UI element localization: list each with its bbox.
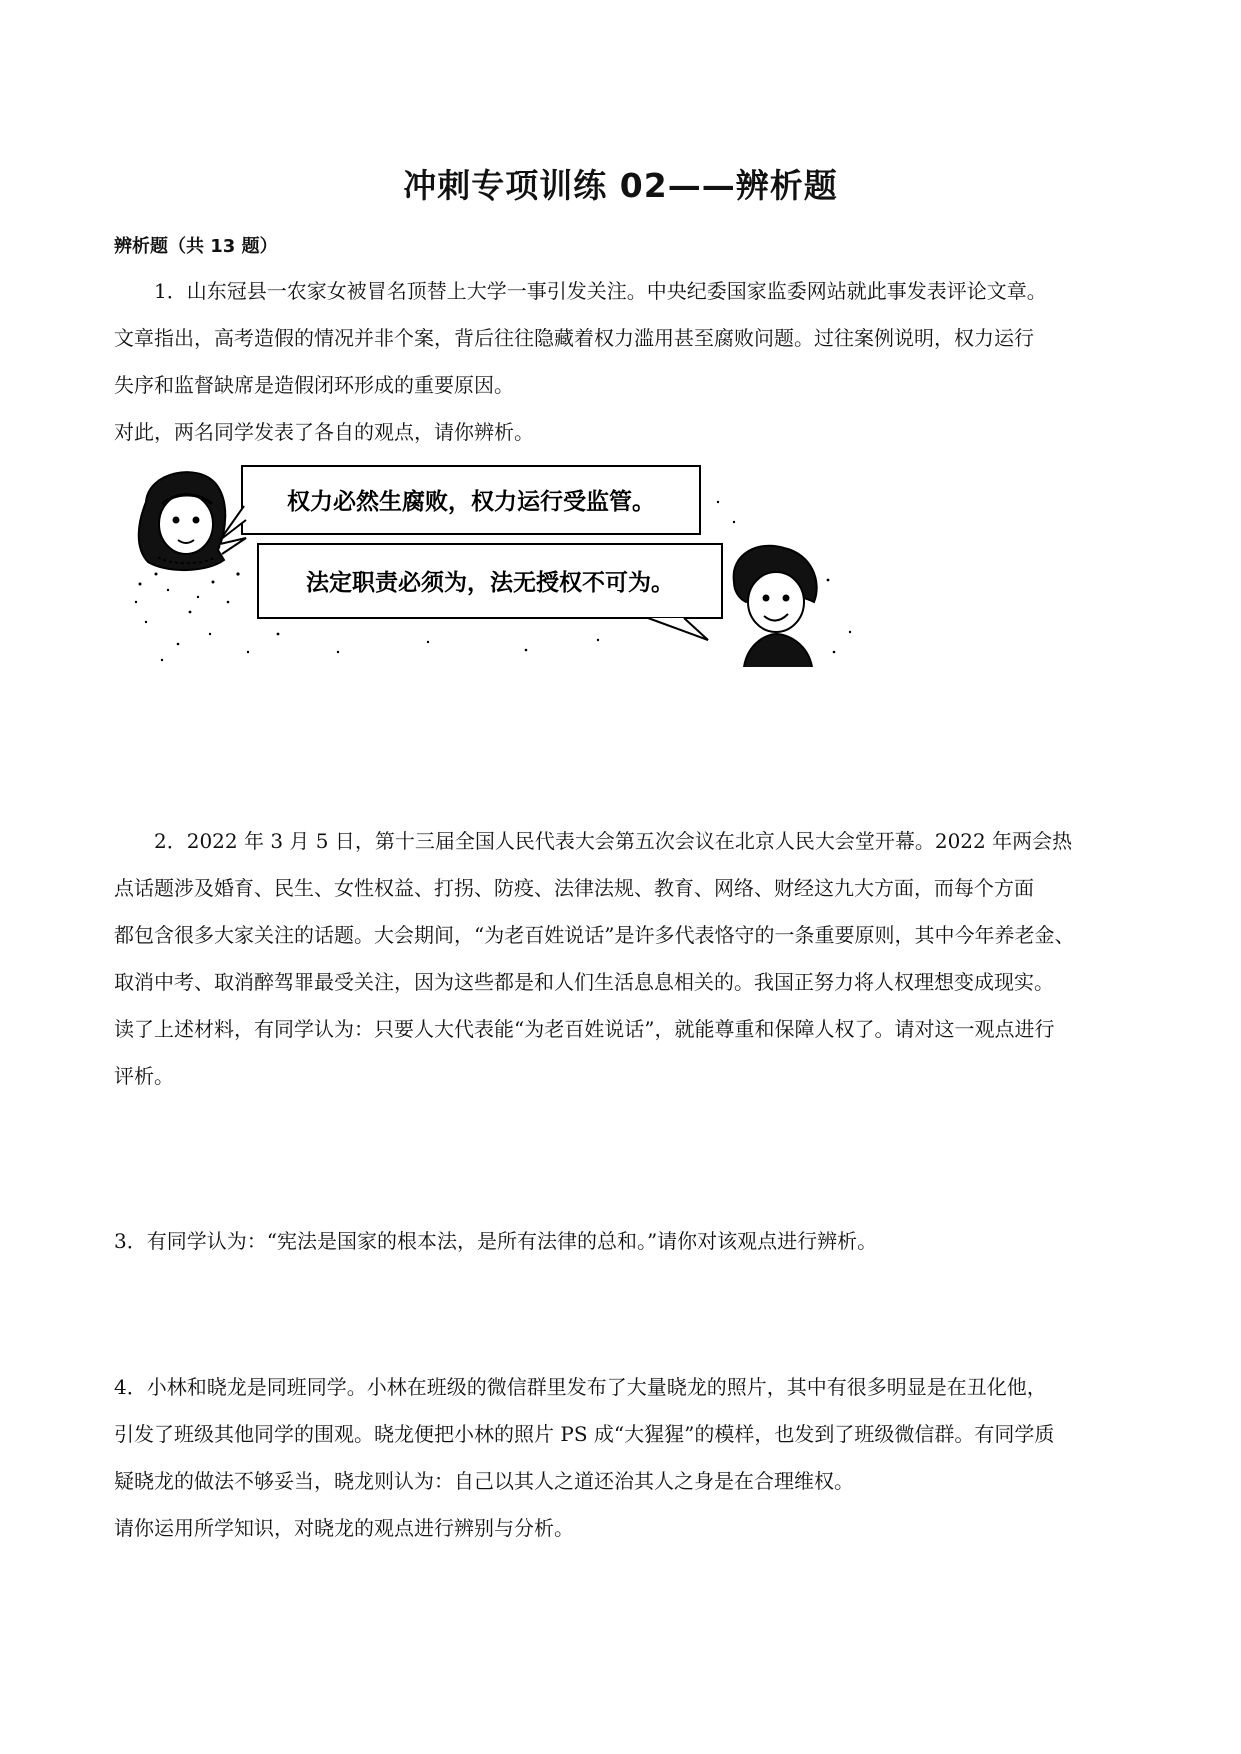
- cartoon-illustration: [128, 462, 928, 667]
- speech-bubble-2: [258, 544, 722, 640]
- speech-bubble-2-text: 法定职责必须为，法无授权不可为。: [306, 570, 674, 596]
- question-line: 请你运用所学知识，对晓龙的观点进行辨别与分析。: [114, 1516, 574, 1540]
- question-1: [114, 268, 1130, 456]
- question-line: 都包含很多大家关注的话题。大会期间，“为老百姓说话”是许多代表恪守的一条重要原则，其中今年养老金、: [114, 923, 1075, 947]
- speech-bubble-1: [220, 466, 700, 540]
- question-line: 引发了班级其他同学的围观。晓龙便把小林的照片 PS 成“大猩猩”的模样，也发到了班级微信群。有同学质: [114, 1422, 1055, 1446]
- question-line: 疑晓龙的做法不够妥当，晓龙则认为：自己以其人之道还治其人之身是在合理维权。: [114, 1469, 854, 1493]
- question-line: 读了上述材料，有同学认为：只要人大代表能“为老百姓说话”，就能尊重和保障人权了。请对这一观点进行: [114, 1017, 1055, 1041]
- page-title: 冲刺专项训练 02——辨析题: [403, 166, 838, 205]
- question-line: 评析。: [114, 1064, 174, 1088]
- speech-bubble-1-text: 权力必然生腐败，权力运行受监管。: [287, 489, 655, 515]
- question-line: 2．2022 年 3 月 5 日，第十三届全国人民代表大会第五次会议在北京人民大会堂开幕。2022 年两会热: [154, 829, 1073, 853]
- question-2: [114, 818, 1130, 1100]
- girl-figure: [139, 472, 246, 570]
- section-heading: 辨析题（共 13 题）: [114, 236, 278, 257]
- question-4: [114, 1364, 1130, 1552]
- question-line: 取消中考、取消醉驾罪最受关注，因为这些都是和人们生活息息相关的。我国正努力将人权理想变成现实。: [114, 970, 1054, 994]
- question-3: [114, 1218, 1130, 1265]
- question-line: 4．小林和晓龙是同班同学。小林在班级的微信群里发布了大量晓龙的照片，其中有很多明显是在丑化他，: [114, 1375, 1047, 1399]
- question-line: 对此，两名同学发表了各自的观点，请你辨析。: [114, 420, 534, 444]
- question-line: 点话题涉及婚育、民生、女性权益、打拐、防疫、法律法规、教育、网络、财经这九大方面，而每个方面: [114, 876, 1034, 900]
- question-line: 文章指出，高考造假的情况并非个案，背后往往隐藏着权力滥用甚至腐败问题。过往案例说明，权力运行: [114, 326, 1034, 350]
- boy-figure: [734, 546, 817, 667]
- question-line: 失序和监督缺席是造假闭环形成的重要原因。: [114, 373, 514, 397]
- question-line: 3．有同学认为：“宪法是国家的根本法，是所有法律的总和。”请你对该观点进行辨析。: [114, 1229, 878, 1253]
- question-line: 1．山东冠县一农家女被冒名顶替上大学一事引发关注。中央纪委国家监委网站就此事发表评论文章。: [154, 279, 1047, 303]
